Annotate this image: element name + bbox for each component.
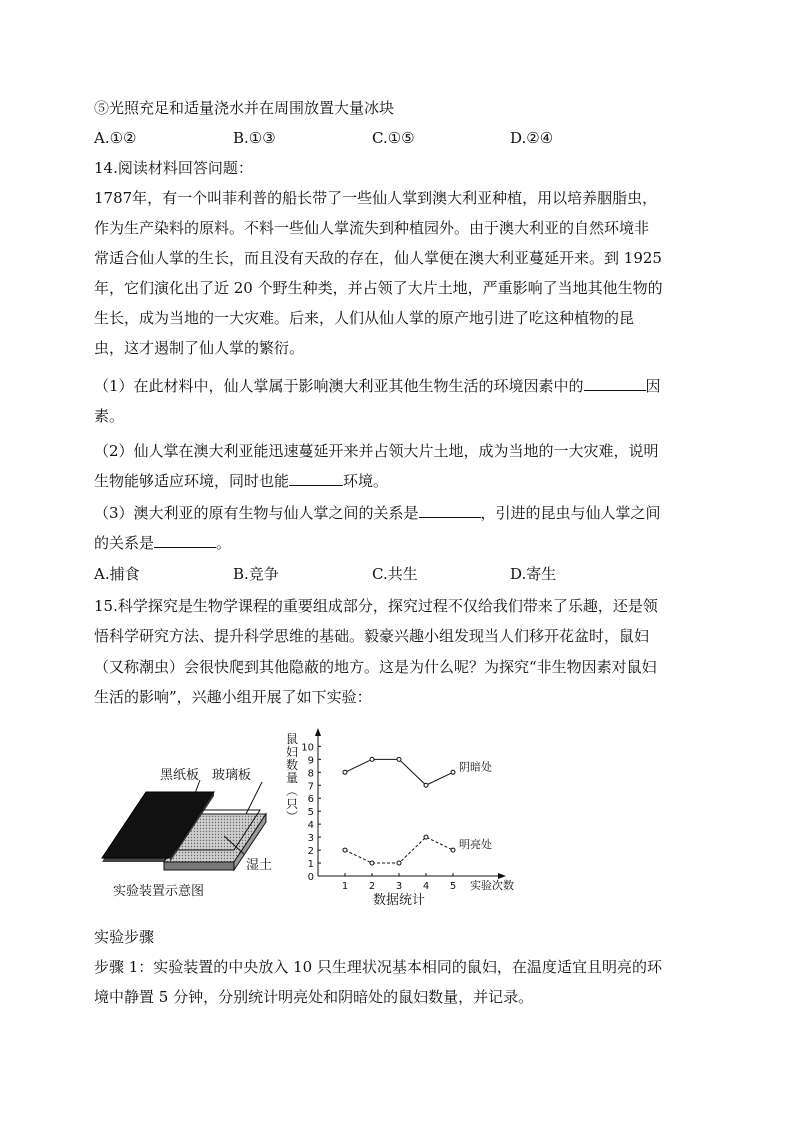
q14-option-b: B.竞争 [233, 565, 279, 583]
q14-sub2-text-c: 环境。 [343, 472, 389, 490]
x-axis-label: 实验次数 [470, 879, 514, 892]
y-axis-arrow [315, 728, 321, 736]
label-black-board: 黑纸板 [160, 768, 200, 783]
data-point [370, 861, 374, 865]
label-wet-soil: 湿土 [246, 858, 273, 873]
step1-line: 步骤 1：实验装置的中央放入 10 只生理状况基本相同的鼠妇，在温度适宜且明亮的环 [94, 958, 662, 976]
series-line-bright [345, 837, 453, 863]
q15-line: 15.科学探究是生物学课程的重要组成部分，探究过程不仅给我们带来了乐趣，还是领 [94, 597, 658, 615]
q14-sub1-text: （1）在此材料中，仙人掌属于影响澳大利亚其他生物生活的环境因素中的 [94, 377, 584, 395]
q14-option-c: C.共生 [372, 565, 418, 583]
y-axis-label-char: 数 [285, 758, 299, 772]
y-tick-label: 1 [307, 859, 314, 871]
q14-option-d: D.寄生 [510, 565, 557, 583]
answer-blank[interactable] [419, 502, 481, 518]
data-point [397, 757, 401, 761]
y-axis-label-char: ︶ [285, 810, 299, 824]
q13-item5: ⑤光照充足和适量浇水并在周围放置大量冰块 [94, 99, 395, 117]
q14-sub2-line2 [94, 470, 698, 492]
q13-option-d: D.②④ [510, 129, 554, 147]
q14-sub2-line1: （2）仙人掌在澳大利亚能迅速蔓延开来并占领大片土地，成为当地的一大灾难，说明 [94, 442, 659, 460]
q14-passage-line: 1787年，有一个叫菲利普的船长带了一些仙人掌到澳大利亚种植，用以培养胭脂虫， [94, 189, 658, 207]
q14-passage-line: 作为生产染料的原料。不料一些仙人掌流失到种植园外。由于澳大利亚的自然环境非 [94, 219, 650, 237]
data-point [343, 770, 347, 774]
data-point [424, 835, 428, 839]
woodlouse-chart [278, 722, 518, 908]
y-tick-label: 5 [307, 807, 314, 819]
q14-sub3-line2 [94, 532, 698, 554]
chart-axes [315, 728, 506, 879]
data-point [424, 783, 428, 787]
x-tick-label: 2 [368, 881, 376, 892]
x-tick-label: 1 [341, 881, 349, 892]
answer-blank[interactable] [289, 470, 343, 486]
y-tick-label: 2 [307, 846, 314, 858]
q14-sub3-text-c: 的关系是 [94, 534, 155, 552]
q14-sub2-text: 生物能够适应环境，同时也能 [94, 472, 290, 490]
y-tick-label: 4 [307, 820, 314, 832]
answer-blank[interactable] [584, 375, 646, 391]
q14-sub3-text-d: 。 [216, 534, 232, 552]
steps-title: 实验步骤 [94, 928, 155, 946]
series-label: 明亮处 [459, 838, 492, 852]
y-axis-label-char: 妇 [285, 745, 299, 759]
data-point [451, 770, 455, 774]
y-axis-label-char: 量 [285, 771, 299, 785]
apparatus-caption: 实验装置示意图 [113, 884, 205, 899]
chart-title: 数据统计 [372, 893, 426, 908]
data-point [370, 757, 374, 761]
x-tick-label: 5 [449, 881, 457, 892]
q14-sub3-text: （3）澳大利亚的原有生物与仙人掌之间的关系是 [94, 504, 419, 522]
y-axis-label-char: 鼠 [285, 732, 299, 746]
answer-blank[interactable] [154, 532, 216, 548]
q14-option-a: A.捕食 [94, 565, 140, 583]
series-label: 阴暗处 [459, 760, 492, 774]
q14-sub3-text-b: ，引进的昆虫与仙人掌之间 [480, 504, 661, 522]
q13-option-b: B.①③ [233, 129, 276, 147]
label-glass-board: 玻璃板 [212, 768, 252, 783]
q15-line: 生活的影响”，兴趣小组开展了如下实验： [94, 688, 372, 706]
q15-line: 悟科学研究方法、提升科学思维的基础。毅豪兴趣小组发现当人们移开花盆时，鼠妇 [94, 627, 650, 645]
data-point [397, 861, 401, 865]
q14-sub1-line2: 素。 [94, 407, 125, 425]
step1-line: 境中静置 5 分钟，分别统计明亮处和阴暗处的鼠妇数量，并记录。 [94, 988, 534, 1006]
data-point [343, 848, 347, 852]
series-line-dark [345, 759, 453, 785]
x-tick-label: 4 [422, 881, 430, 892]
leader-line [246, 782, 262, 814]
q14-passage-line: 年，它们演化出了近 20 个野生种类，并占领了大片土地，严重影响了当地其他生物的 [94, 279, 663, 297]
q13-option-a: A.①② [94, 129, 137, 147]
x-tick-label: 3 [395, 881, 403, 892]
y-axis-label-char: ︵ [285, 784, 299, 798]
y-tick-label: 0 [307, 872, 314, 883]
q14-passage-line: 常适合仙人掌的生长，而且没有天敌的存在，仙人掌便在澳大利亚蔓延开来。到 1925 [94, 249, 662, 267]
y-tick-label: 3 [307, 833, 314, 845]
chart-series [343, 757, 455, 865]
tray-front-side [164, 862, 234, 870]
q14-sub3-line1 [94, 502, 698, 524]
y-axis-label-char: 只 [285, 797, 299, 811]
q14-heading: 14.阅读材料回答问题： [94, 159, 253, 177]
q15-line: （又称潮虫）会很快爬到其他隐蔽的地方。这是为什么呢？为探究“非生物因素对鼠妇 [94, 658, 657, 676]
y-tick-label: 7 [307, 781, 314, 793]
y-tick-label: 10 [301, 742, 314, 754]
y-tick-label: 8 [307, 768, 314, 780]
q14-passage-line: 虫，这才遏制了仙人掌的繁衍。 [94, 339, 305, 357]
data-point [451, 848, 455, 852]
y-tick-label: 9 [307, 755, 314, 767]
q13-option-c: C.①⑤ [372, 129, 415, 147]
q14-passage-line: 生长，成为当地的一大灾难。后来，人们从仙人掌的原产地引进了吃这种植物的昆 [94, 309, 635, 327]
q14-sub1-line1 [94, 375, 698, 397]
q14-sub1-text-b: 因 [645, 377, 661, 395]
y-tick-label: 6 [307, 794, 314, 806]
